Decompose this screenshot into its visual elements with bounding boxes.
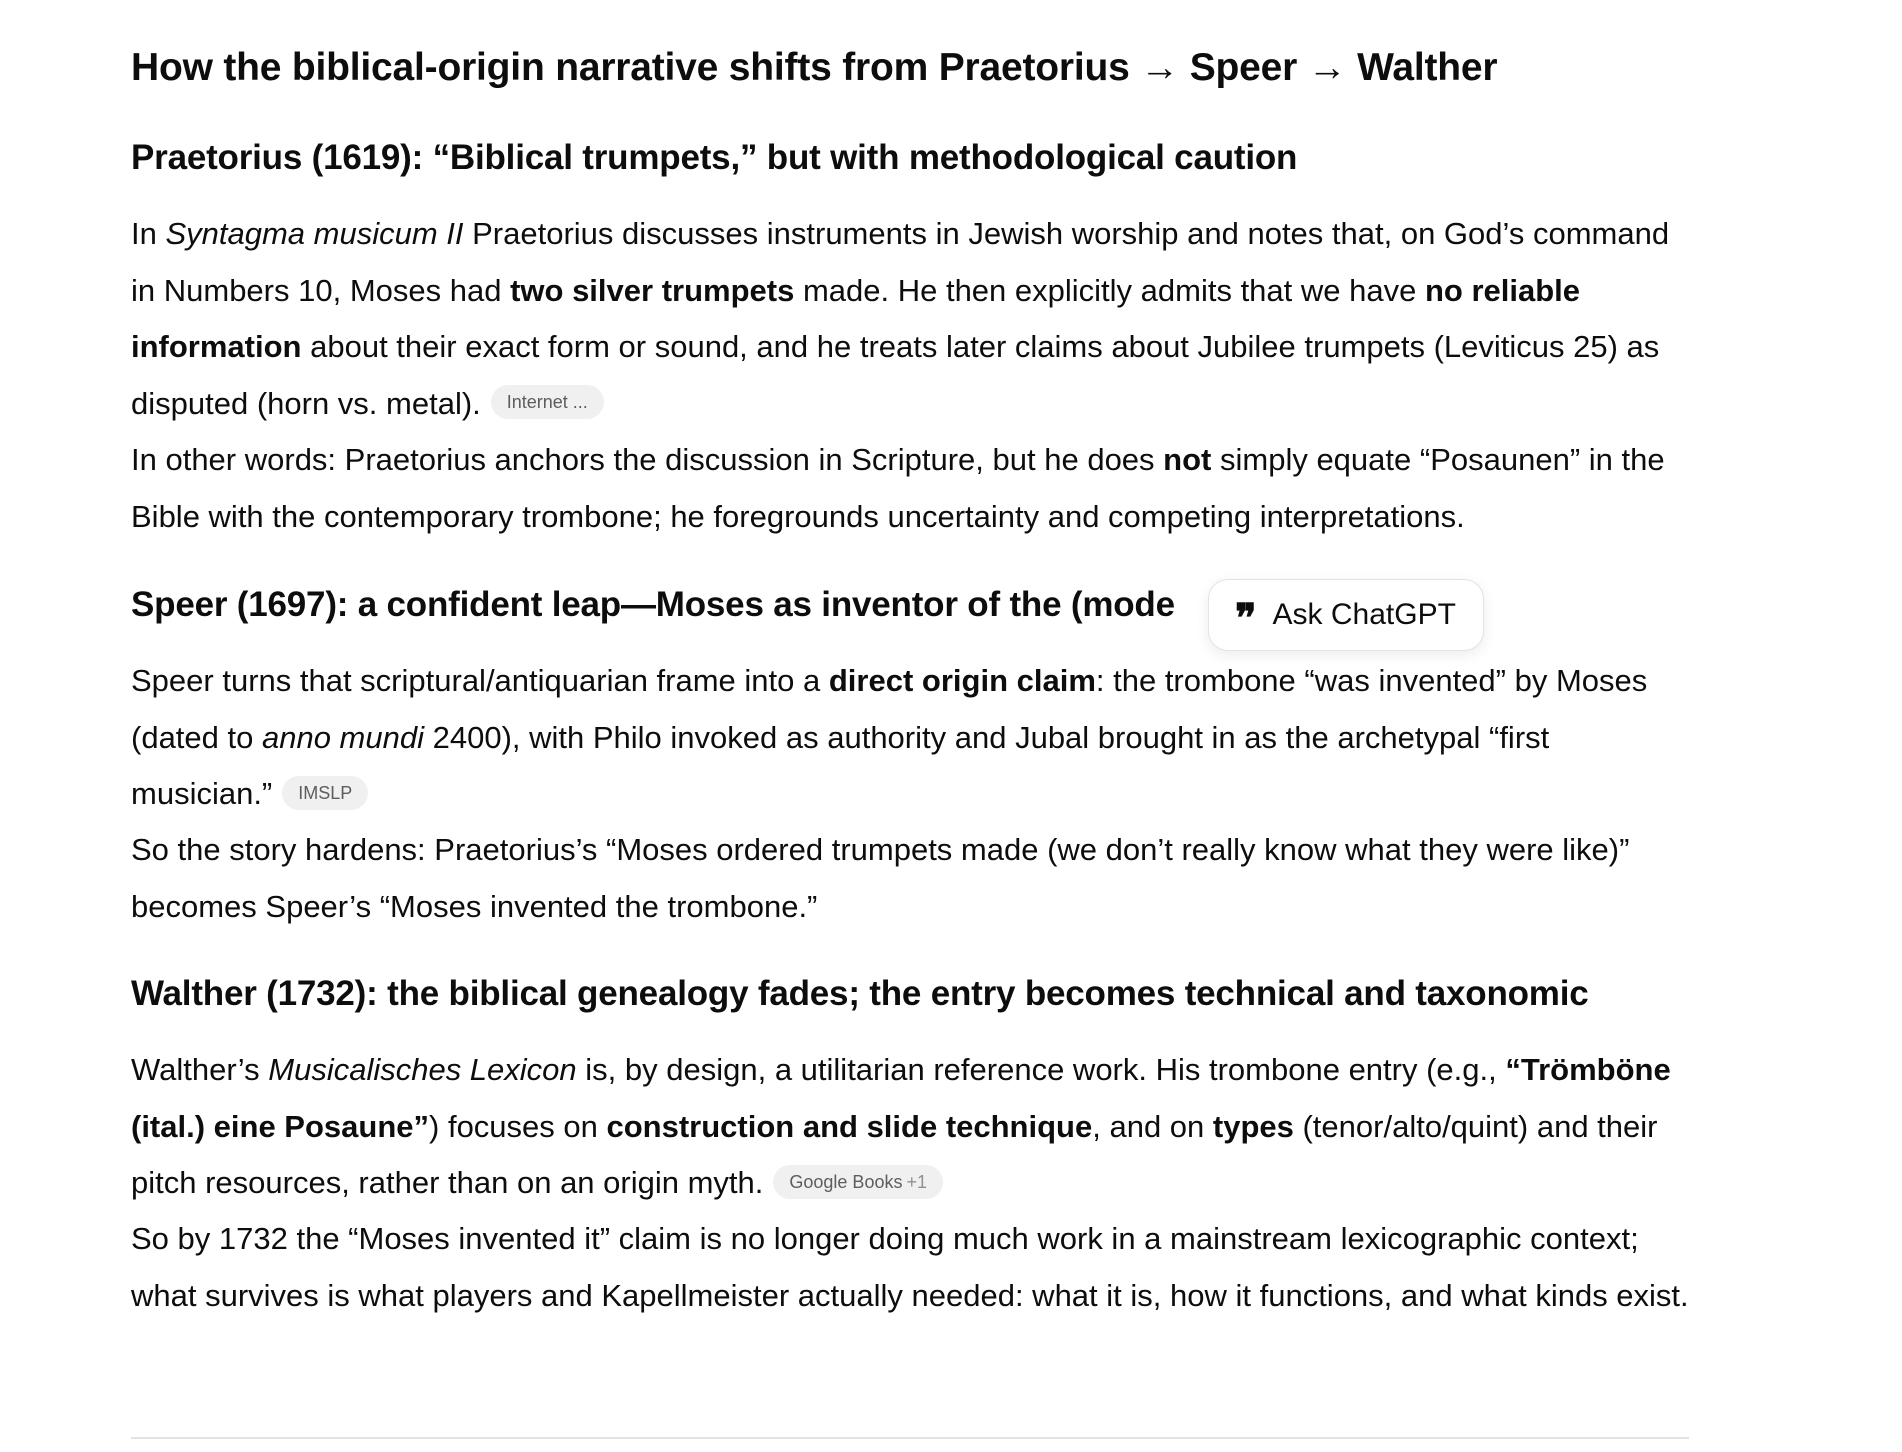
citation-pill-google-books[interactable] xyxy=(773,1165,943,1199)
text-span: made. He then explicitly admits that we have xyxy=(794,272,1425,308)
citation-label: Google Books xyxy=(789,1171,903,1192)
main-heading: How the biblical-origin narrative shifts from Praetorius → Speer → Walther xyxy=(131,46,1498,89)
text-span: (tenor/alto/quint) and their pitch resources, rather than on an origin myth. xyxy=(131,1108,1658,1200)
section-heading-speer: Speer (1697): a confident leap—Moses as inventor of the (mode xyxy=(131,585,1175,624)
paragraph-speer-1 xyxy=(131,653,1691,823)
paragraph-praetorius-2 xyxy=(131,432,1691,545)
quote-icon: ❞ xyxy=(1235,595,1257,642)
text-span: : the trombone “was invented” by Moses (dated to xyxy=(131,663,1648,755)
text-span: Speer turns that scriptural/antiquarian frame into a xyxy=(131,663,829,698)
text-span: So the story hardens: Praetorius’s “Moses ordered trumpets made (we don’t really know what they were like)” becomes Speer’s “Moses invented the trombone.” xyxy=(131,832,1630,924)
ask-chatgpt-button[interactable] xyxy=(1208,579,1484,651)
bold-text: no reliable information xyxy=(131,272,1581,364)
text-span: So by 1732 the “Moses invented it” claim is no longer doing much work in a mainstream lexicographic context; what survives is what players and Kapellmeister actually needed: what it is, how it functions, and what kinds exist. xyxy=(131,1221,1689,1313)
bold-text: types xyxy=(1212,1108,1294,1144)
italic-text: anno mundi xyxy=(261,719,424,755)
text-span: Walther’s xyxy=(131,1052,269,1087)
text-span: simply equate “Posaunen” in the Bible with the contemporary trombone; he foregrounds uncertainty and competing interpretations. xyxy=(131,442,1665,534)
ask-chatgpt-label: Ask ChatGPT xyxy=(1272,598,1456,631)
text-span: In other words: Praetorius anchors the discussion in Scripture, but he does xyxy=(131,442,1164,477)
text-span: Praetorius discusses instruments in Jewish worship and notes that, on God’s command in Numbers 10, Moses had xyxy=(131,216,1670,308)
citation-pill-imslp[interactable]: IMSLP xyxy=(282,776,368,810)
bold-text: construction and slide technique xyxy=(606,1108,1093,1144)
paragraph-walther-1 xyxy=(131,1042,1691,1212)
section-heading-praetorius: Praetorius (1619): “Biblical trumpets,” but with methodological caution xyxy=(131,138,1298,177)
text-span: In xyxy=(131,216,166,251)
italic-title: Musicalisches Lexicon xyxy=(268,1052,577,1087)
text-span: ) focuses on xyxy=(429,1108,607,1144)
bold-text: direct origin claim xyxy=(828,663,1096,698)
citation-more-count: +1 xyxy=(906,1171,927,1192)
text-span: is, by design, a utilitarian reference work. His trombone entry (e.g., xyxy=(576,1052,1506,1087)
paragraph-walther-2 xyxy=(131,1211,1691,1324)
paragraph-speer-2 xyxy=(131,822,1691,935)
bold-text: “Trömböne (ital.) eine Posaune” xyxy=(131,1052,1671,1144)
divider xyxy=(131,1437,1689,1439)
bold-text: not xyxy=(1163,442,1212,477)
bold-text: two silver trumpets xyxy=(510,272,795,308)
italic-title: Syntagma musicum II xyxy=(165,216,464,251)
text-span: , and on xyxy=(1092,1108,1213,1144)
citation-pill-internet[interactable]: Internet ... xyxy=(491,385,604,419)
text-span: 2400), with Philo invoked as authority and Jubal brought in as the archetypal “first musician.” xyxy=(131,719,1550,811)
section-heading-walther: Walther (1732): the biblical genealogy fades; the entry becomes technical and taxonomic xyxy=(131,974,1589,1013)
text-span: about their exact form or sound, and he treats later claims about Jubilee trumpets (Leviticus 25) as disputed (horn vs. metal). xyxy=(131,329,1660,421)
paragraph-praetorius-1 xyxy=(131,206,1691,432)
